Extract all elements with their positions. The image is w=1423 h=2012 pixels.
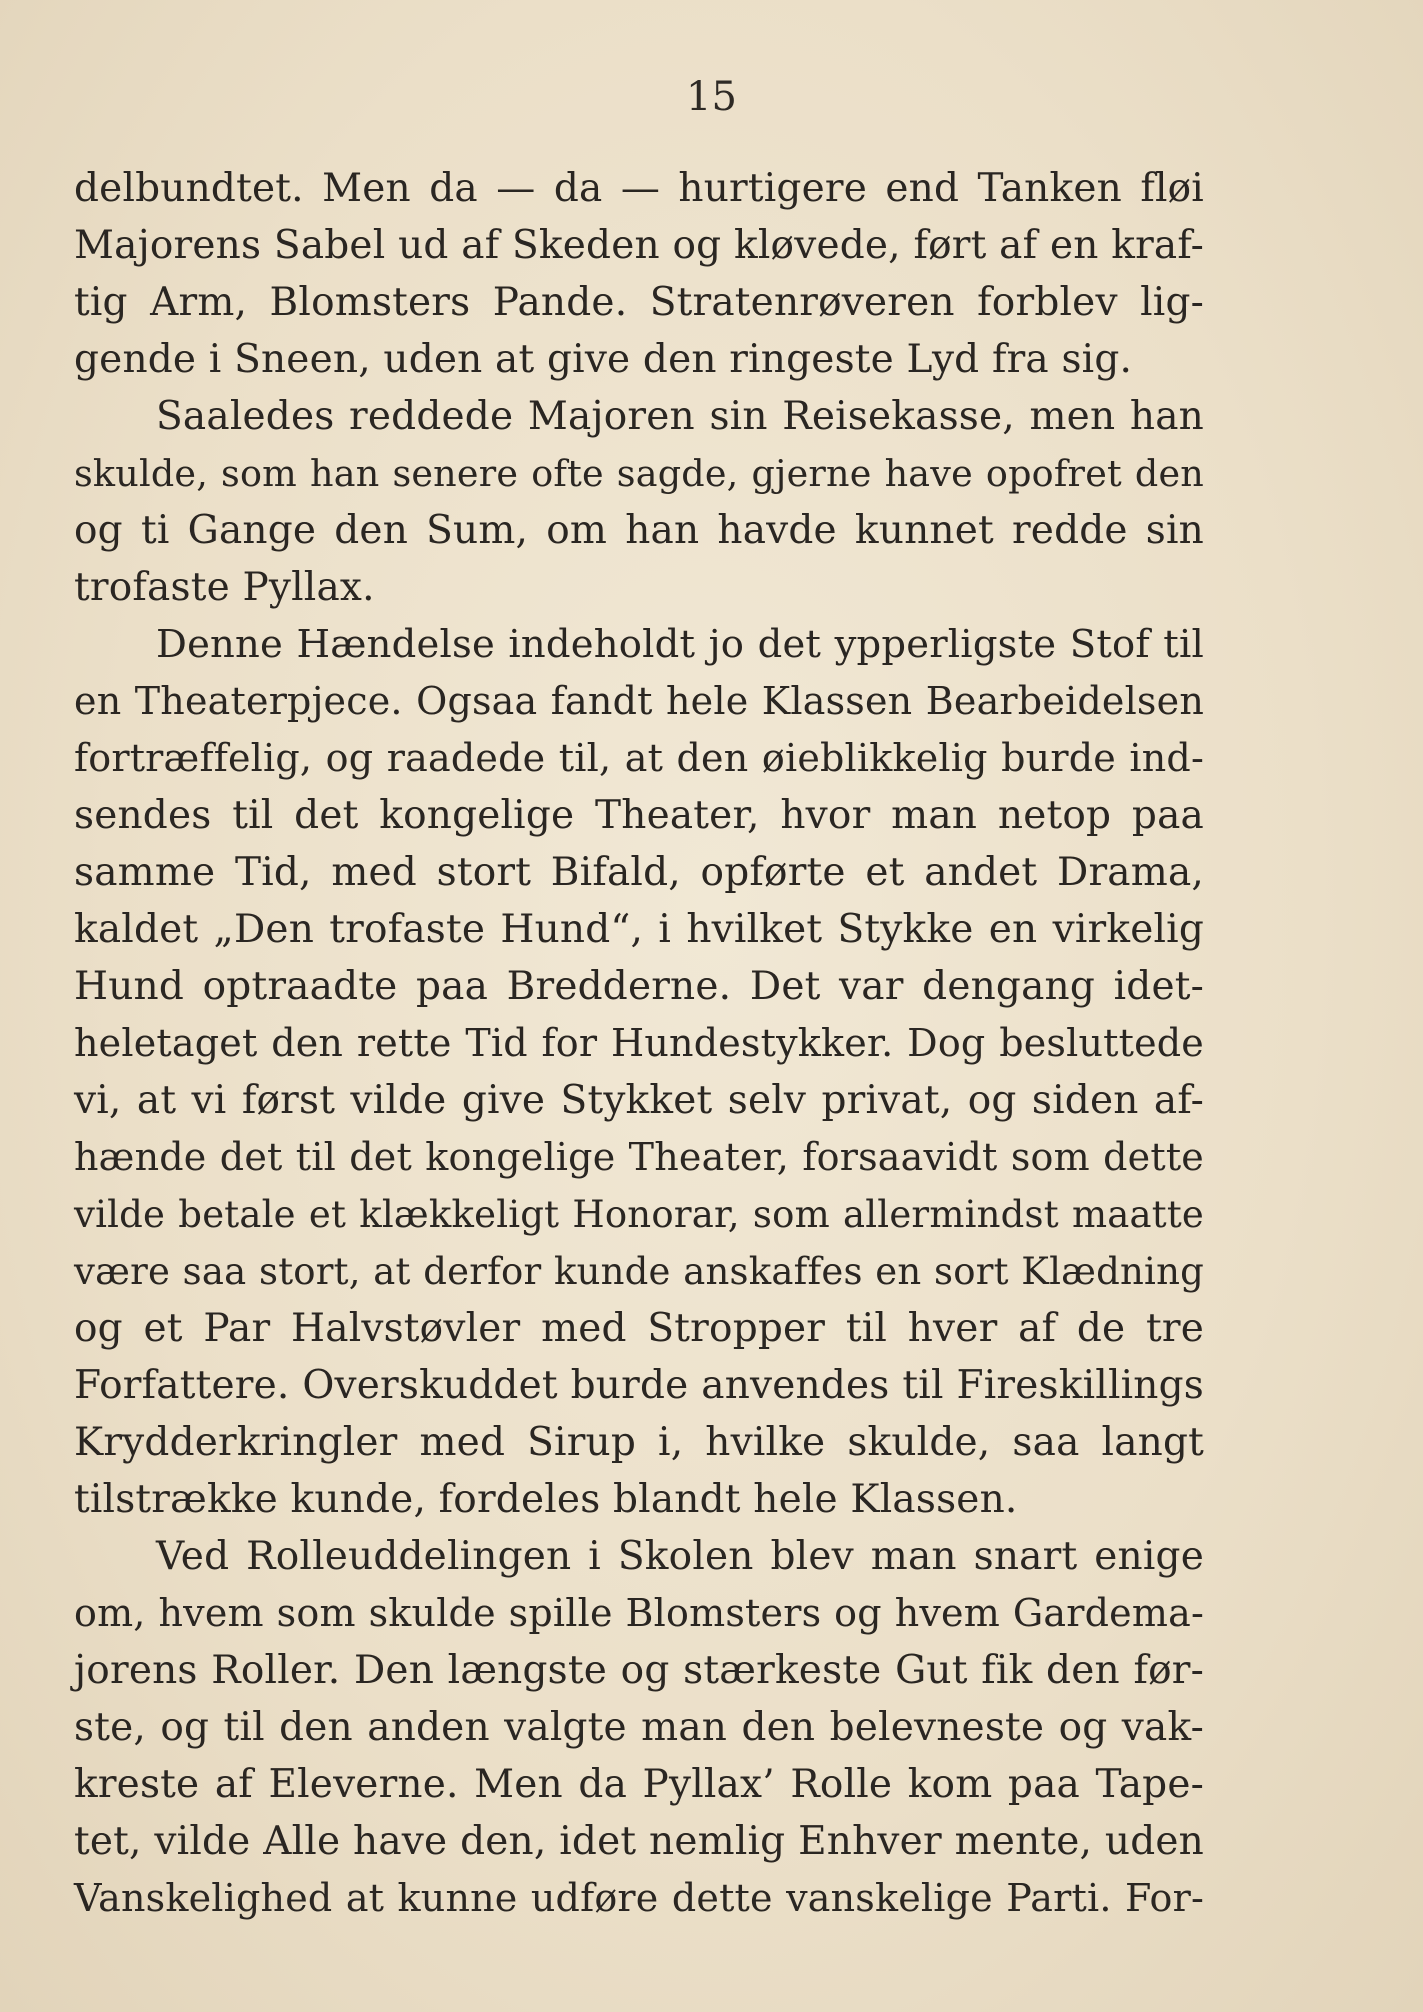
- text-line: en Theaterpjece. Ogsaa fandt hele Klassen Bearbeidelsen: [74, 679, 1204, 723]
- text-line: gende i Sneen, uden at give den ringeste Lyd fra sig.: [74, 337, 1133, 382]
- text-line: trofaste Pyllax.: [74, 565, 375, 610]
- text-line: tig Arm, Blomsters Pande. Stratenrøveren forblev lig-: [74, 280, 1204, 325]
- text-line: vilde betale et klækkeligt Honorar, som allermindst maatte: [74, 1193, 1204, 1236]
- text-line: om, hvem som skulde spille Blomsters og hvem Gardema-: [74, 1591, 1204, 1635]
- body-text: [74, 160, 1204, 1927]
- text-line: kreste af Eleverne. Men da Pyllax’ Rolle kom paa Tape-: [74, 1762, 1204, 1807]
- text-line: fortræffelig, og raadede til, at den øieblikkelig burde ind-: [74, 736, 1204, 780]
- text-line: og ti Gange den Sum, om han havde kunnet redde sin: [74, 508, 1204, 553]
- text-line: vi, at vi først vilde give Stykket selv privat, og siden af-: [74, 1078, 1204, 1123]
- text-line: samme Tid, med stort Bifald, opførte et andet Drama,: [74, 850, 1204, 895]
- text-line: Majorens Sabel ud af Skeden og kløvede, ført af en kraf-: [74, 223, 1204, 268]
- text-line: jorens Roller. Den længste og stærkeste Gut fik den før-: [74, 1648, 1204, 1693]
- text-line: Vanskelighed at kunne udføre dette vanskelige Parti. For-: [74, 1876, 1204, 1920]
- text-line: sendes til det kongelige Theater, hvor man netop paa: [74, 793, 1204, 838]
- text-line: hænde det til det kongelige Theater, forsaavidt som dette: [74, 1135, 1204, 1179]
- page-number: 15: [686, 74, 737, 120]
- text-line: tilstrække kunde, fordeles blandt hele Klassen.: [74, 1477, 1018, 1522]
- text-line: skulde, som han senere ofte sagde, gjerne have opofret den: [74, 452, 1204, 495]
- text-line: og et Par Halvstøvler med Stropper til hver af de tre: [74, 1306, 1204, 1351]
- text-line: kaldet „Den trofaste Hund“, i hvilket Stykke en virkelig: [74, 907, 1204, 952]
- text-line: heletaget den rette Tid for Hundestykker. Dog besluttede: [74, 1021, 1204, 1065]
- text-line: Saaledes reddede Majoren sin Reisekasse, men han: [156, 394, 1204, 439]
- text-line: delbundtet. Men da — da — hurtigere end Tanken fløi: [74, 166, 1204, 211]
- text-line: Forfattere. Overskuddet burde anvendes til Fireskillings: [74, 1363, 1204, 1408]
- text-line: tet, vilde Alle have den, idet nemlig Enhver mente, uden: [74, 1819, 1204, 1864]
- text-line: være saa stort, at derfor kunde anskaffes en sort Klædning: [74, 1250, 1204, 1293]
- text-line: Krydderkringler med Sirup i, hvilke skulde, saa langt: [74, 1420, 1204, 1465]
- text-line: ste, og til den anden valgte man den belevneste og vak-: [74, 1705, 1204, 1750]
- text-line: Ved Rolleuddelingen i Skolen blev man snart enige: [156, 1534, 1204, 1579]
- text-line: Denne Hændelse indeholdt jo det ypperligste Stof til: [156, 622, 1204, 667]
- text-line: Hund optraadte paa Bredderne. Det var dengang idet-: [74, 964, 1204, 1009]
